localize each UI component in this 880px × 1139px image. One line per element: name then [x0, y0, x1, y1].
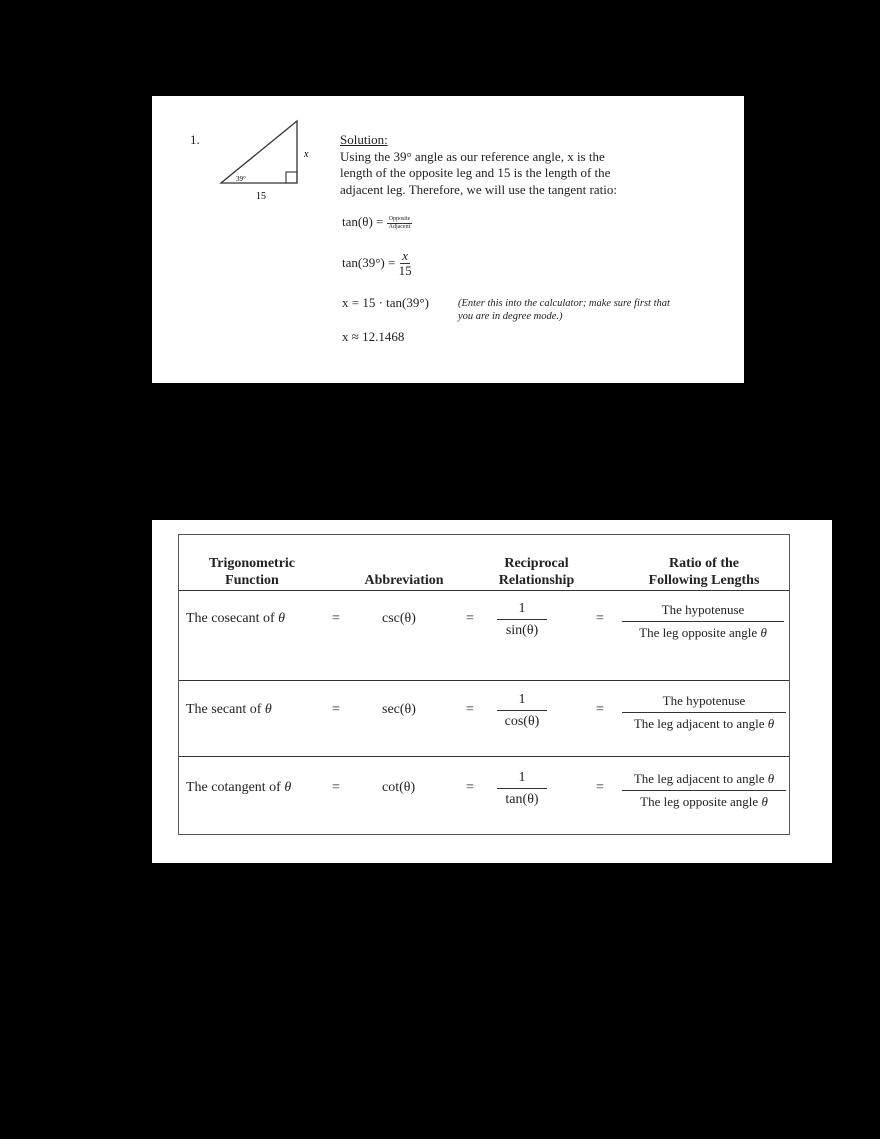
solution-text [340, 132, 617, 198]
solution-line: adjacent leg. Therefore, we will use the tangent ratio: [340, 181, 617, 197]
header-reciprocal: Reciprocal Relationship [498, 556, 575, 588]
reciprocal-fraction: 1 sin(θ) [499, 599, 545, 642]
reciprocal-table-panel [152, 520, 832, 863]
solution-line: length of the opposite leg and 15 is the length of the [340, 165, 611, 180]
ratio-fraction: The leg adjacent to angle θ The leg opposite angle θ [624, 768, 784, 813]
reciprocal-functions-table: Trigonometric Function Abbreviation Reciprocal Relationship Ratio of the Following Lengths The cosecant of θ = csc(θ) = 1 sin(θ) = The hypotenuse The leg opposite angle θ The secant of θ = sec(θ) = 1 cos(θ) = The hypotenuse The leg adjacent to angle θ The cotangent of θ = cot(θ) = 1 tan(θ) = The leg adjacent to angle θ The leg opposite angle θ [178, 534, 790, 835]
solution-line: Using the 39° angle as our reference angle, x is the [340, 148, 605, 164]
row-divider [179, 680, 789, 681]
equation-tan39: tan(39°) = $\frac{x}{15}$ [342, 248, 412, 279]
reciprocal-fraction: 1 cos(θ) [499, 690, 545, 733]
ratio-fraction: The hypotenuse The leg adjacent to angle θ [624, 690, 784, 735]
opposite-label: x [304, 149, 309, 160]
calculator-note: (Enter this into the calculator; make sure first that you are in degree mode.) [458, 298, 670, 322]
adjacent-label: 15 [256, 191, 266, 202]
row-divider [179, 756, 789, 757]
header-abbreviation: Abbreviation [364, 573, 444, 588]
example-panel [152, 96, 744, 383]
equation-result: x ≈ 12.1468 [342, 329, 405, 344]
solution-title: Solution: [340, 132, 388, 147]
equation-tangent-ratio: tan(θ) = $\frac{\text{Opposite}}{\text{Adjacent}}$ [342, 214, 411, 230]
header-divider [179, 590, 789, 591]
equation-solve-x: x = 15 · tan(39°) [342, 295, 429, 310]
right-triangle-figure [212, 116, 312, 206]
reciprocal-fraction: 1 tan(θ) [499, 768, 545, 811]
ratio-fraction: The hypotenuse The leg opposite angle θ [624, 599, 782, 644]
header-ratio: Ratio of the Following Lengths [648, 556, 760, 588]
problem-number: 1. [190, 132, 200, 147]
angle-label: 39° [236, 175, 246, 183]
header-function: Trigonometric Function [208, 556, 296, 588]
